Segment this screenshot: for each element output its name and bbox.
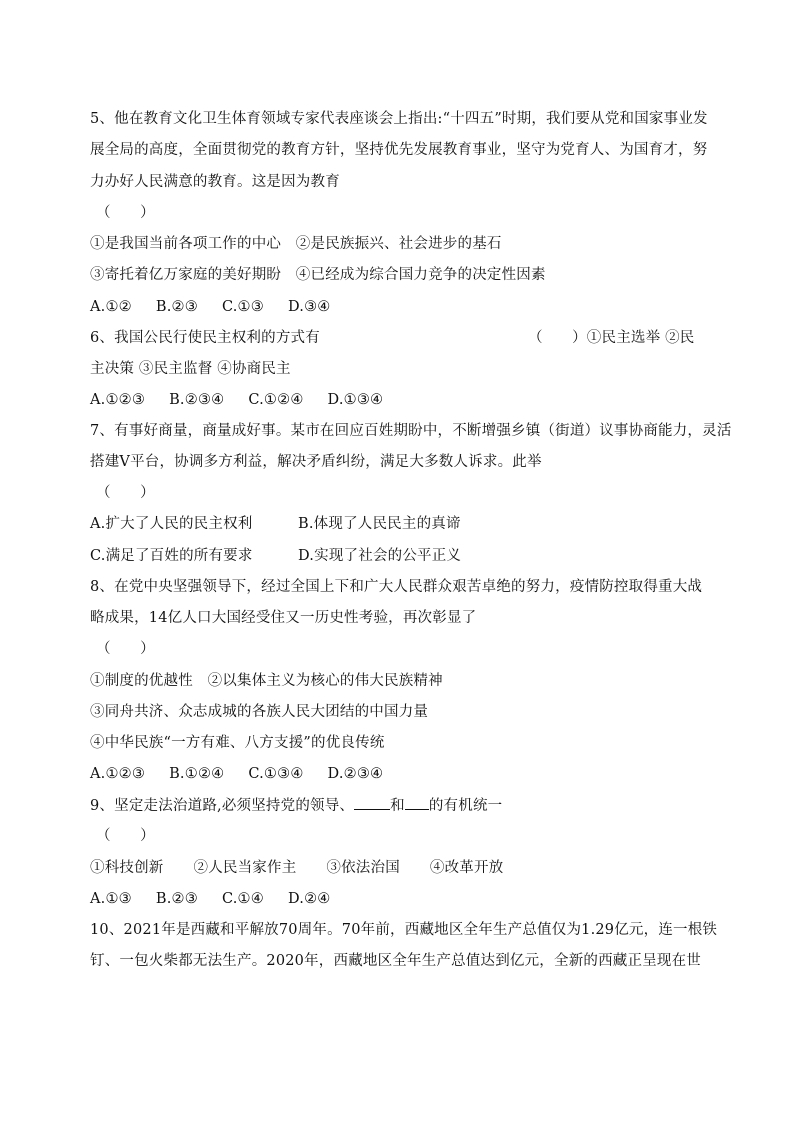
q8-option-c[interactable]: C.①③④ xyxy=(248,766,304,782)
q6-option-c[interactable]: C.①②④ xyxy=(248,392,304,408)
q7-option-a[interactable]: A.扩大了人民的民主权利 xyxy=(90,516,253,532)
q8-stem-line-1: 8、在党中央坚强领导下，经过全国上下和广大人民群众艰苦卓绝的努力，疫情防控取得重大战 xyxy=(90,579,703,595)
q9-statement-3: ③依法治国 xyxy=(326,860,400,876)
q9-option-d[interactable]: D.②④ xyxy=(287,891,331,907)
q5-stem-line-2: 展全局的高度，全面贯彻党的教育方针，坚持优先发展教育事业，坚守为党育人、为国育才，努 xyxy=(90,142,708,158)
q9-blank-2[interactable] xyxy=(405,795,429,810)
q7-option-b[interactable]: B.体现了人民民主的真谛 xyxy=(298,516,461,532)
q7-stem-line-1: 7、有事好商量，商量成好事。某市在回应百姓期盼中，不断增强乡镇（街道）议事协商能力，灵活 xyxy=(90,423,732,439)
q6-option-b[interactable]: B.②③④ xyxy=(169,392,225,408)
q5-option-b[interactable]: B.②③ xyxy=(155,299,198,315)
q9-option-a[interactable]: A.①③ xyxy=(90,891,132,907)
q9-statement-1: ①科技创新 xyxy=(90,860,164,876)
q8-option-d[interactable]: D.②③④ xyxy=(327,766,384,782)
q5-statement-2: ③寄托着亿万家庭的美好期盼 ④已经成为综合国力竞争的决定性因素 xyxy=(90,267,546,283)
q8-options xyxy=(90,764,407,784)
q9-option-b[interactable]: B.②③ xyxy=(155,891,198,907)
q6-options xyxy=(90,390,407,410)
q7-option-c[interactable]: C.满足了百姓的所有要求 xyxy=(90,548,253,564)
q9-stem-part-2: 和 xyxy=(390,798,405,814)
q9-statement-2: ②人民当家作主 xyxy=(193,860,297,876)
q7-option-d[interactable]: D.实现了社会的公平正义 xyxy=(298,548,462,564)
q5-stem-line-3: 力办好人民满意的教育。这是因为教育 xyxy=(90,174,340,190)
q7-stem-line-2: 搭建V平台，协调多方利益，解决矛盾纠纷，满足大多数人诉求。此举 xyxy=(90,454,542,470)
q9-answer-paren: （ ） xyxy=(96,828,155,844)
q6-option-d[interactable]: D.①③④ xyxy=(327,392,384,408)
q7-options-row-1 xyxy=(90,514,506,534)
q8-statement-1: ①制度的优越性 ②以集体主义为核心的伟大民族精神 xyxy=(90,673,443,689)
q5-answer-paren: （ ） xyxy=(96,205,155,221)
q8-option-b[interactable]: B.①②④ xyxy=(169,766,225,782)
q9-stem-part-1: 9、坚定走法治道路,必须坚持党的领导、 xyxy=(90,798,355,814)
q9-options xyxy=(90,889,355,909)
q7-options-row-2 xyxy=(90,546,506,566)
q8-statement-3: ④中华民族“一方有难、八方支援”的优良传统 xyxy=(90,735,385,751)
q9-stem-part-3: 的有机统一 xyxy=(428,798,503,814)
q9-stem xyxy=(90,795,502,816)
q8-statement-2: ③同舟共济、众志成城的各族人民大团结的中国力量 xyxy=(90,704,429,720)
q8-stem-line-2: 略成果，14亿人口大国经受住又一历史性考验，再次彰显了 xyxy=(90,610,477,626)
q5-option-a[interactable]: A.①② xyxy=(90,299,132,315)
q8-answer-paren: （ ） xyxy=(96,641,155,657)
q5-option-c[interactable]: C.①③ xyxy=(221,299,264,315)
q9-statements xyxy=(90,858,527,878)
q6-option-a[interactable]: A.①②③ xyxy=(90,392,146,408)
q6-stem-line-1-right: （ ）①民主选举 ②民 xyxy=(528,330,695,346)
q9-option-c[interactable]: C.①④ xyxy=(221,891,264,907)
q9-blank-1[interactable] xyxy=(354,795,390,810)
q5-stem-line-1: 5、他在教育文化卫生体育领域专家代表座谈会上指出:“十四五”时期，我们要从党和国家事业发 xyxy=(90,111,708,127)
q9-statement-4: ④改革开放 xyxy=(429,860,504,876)
q6-stem-line-1: 6、我国公民行使民主权利的方式有 xyxy=(90,330,320,346)
q10-stem-line-1: 10、2021年是西藏和平解放70周年。70年前，西藏地区全年生产总值仅为1.29亿元，连一根铁 xyxy=(90,922,718,938)
q7-answer-paren: （ ） xyxy=(96,485,155,501)
q8-option-a[interactable]: A.①②③ xyxy=(90,766,146,782)
q6-stem-line-2: 主决策 ③民主监督 ④协商民主 xyxy=(90,361,291,377)
q5-statement-1: ①是我国当前各项工作的中心 ②是民族振兴、社会进步的基石 xyxy=(90,236,502,252)
q10-stem-line-2: 钉、一包火柴都无法生产。2020年，西藏地区全年生产总值达到亿元，全新的西藏正呈现在世 xyxy=(90,953,701,969)
q5-options xyxy=(90,297,355,317)
q5-option-d[interactable]: D.③④ xyxy=(287,299,331,315)
